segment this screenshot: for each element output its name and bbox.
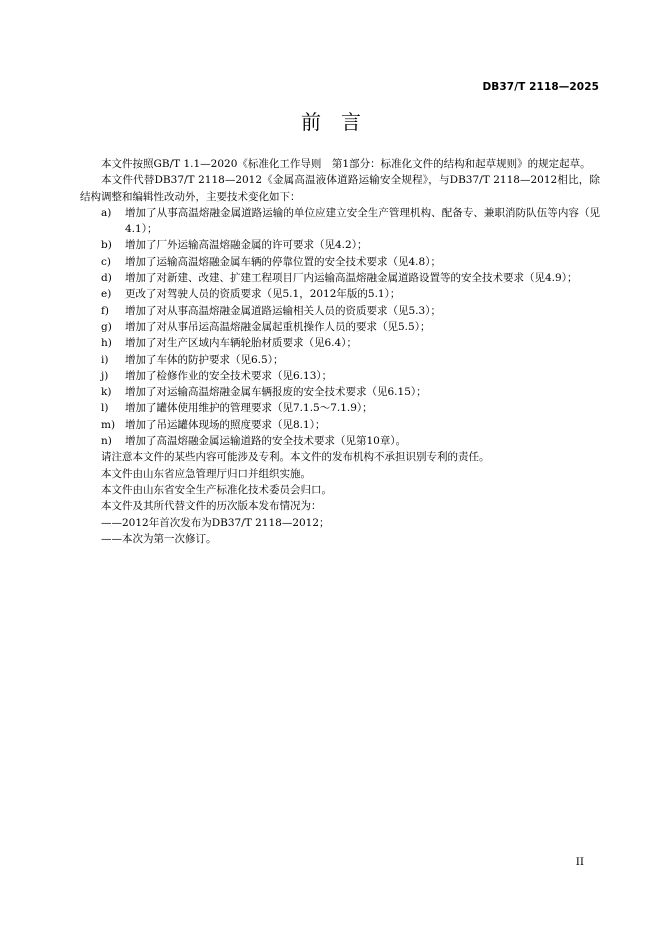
page-title: 前 言: [301, 110, 361, 134]
list-item: [80, 433, 600, 449]
history-item: ——本次为第一次修订。: [101, 532, 217, 545]
list-item: [80, 417, 600, 433]
list-item-text: 增加了检修作业的安全技术要求（见6.13）；: [125, 369, 333, 382]
list-item-text: 增加了对生产区域内车辆轮胎材质要求（见6.4）；: [125, 337, 357, 350]
list-item: [80, 384, 600, 400]
list-item: [80, 400, 600, 416]
patent-notice: 请注意本文件的某些内容可能涉及专利。本文件的发布机构不承担识别专利的责任。: [101, 451, 490, 464]
list-item: [80, 237, 600, 253]
list-marker: g): [101, 320, 112, 333]
version-history: [80, 515, 600, 548]
changes-list: [80, 205, 600, 449]
list-marker: k): [101, 386, 112, 399]
list-item-text: 增加了罐体使用维护的管理要求（见7.1.5～7.1.9）；: [125, 402, 373, 415]
list-item: [80, 368, 600, 384]
list-item: [80, 205, 600, 238]
list-marker: n): [101, 435, 112, 448]
list-item-text: 增加了车体的防护要求（见6.5）；: [125, 353, 284, 366]
list-item-text: 增加了从事高温熔融金属道路运输的单位应建立安全生产管理机构、配备专、兼职消防队伍等内容（见4.1）；: [125, 206, 600, 236]
list-marker: e): [101, 288, 112, 301]
page-number: II: [575, 856, 584, 868]
list-marker: c): [101, 255, 111, 268]
list-item-text: 增加了对运输高温熔融金属车辆报废的安全技术要求（见6.15）；: [125, 386, 427, 399]
list-item-text: 增加了高温熔融金属运输道路的安全技术要求（见第10章）。: [125, 435, 407, 448]
list-item: [80, 352, 600, 368]
list-item-text: 增加了厂外运输高温熔融金属的许可要求（见4.2）；: [125, 239, 368, 252]
list-marker: l): [101, 402, 109, 415]
list-marker: m): [101, 418, 116, 431]
list-marker: b): [101, 239, 112, 252]
list-item: [80, 254, 600, 270]
list-item-text: 更改了对驾驶人员的资质要求（见5.1，2012年版的5.1）；: [125, 288, 401, 301]
list-item: [80, 270, 600, 286]
list-marker: h): [101, 337, 112, 350]
list-item: [80, 286, 600, 302]
list-item: [80, 335, 600, 351]
list-marker: j): [101, 369, 109, 382]
list-marker: f): [101, 304, 109, 317]
list-marker: d): [101, 272, 112, 285]
list-item-text: 增加了对新建、改建、扩建工程项目厂内运输高温熔融金属道路设置等的安全技术要求（见4.9）；: [125, 272, 578, 285]
list-item: [80, 319, 600, 335]
committee-statement: 本文件由山东省安全生产标准化技术委员会归口。: [101, 483, 332, 496]
intro-paragraph-2: 本文件代替DB37/T 2118—2012《金属高温液体道路运输安全规程》，与DB37/T 2118—2012相比，除结构调整和编辑性改动外，主要技术变化如下：: [80, 174, 600, 203]
proposer-statement: 本文件由山东省应急管理厅归口并组织实施。: [101, 467, 311, 480]
list-item-text: 增加了运输高温熔融金属车辆的停靠位置的安全技术要求（见4.8）；: [125, 255, 441, 268]
intro-paragraph-1: 本文件按照GB/T 1.1—2020《标准化工作导则 第1部分：标准化文件的结构和起草规则》的规定起草。: [101, 158, 591, 170]
document-code: DB37/T 2118—2025: [482, 81, 599, 93]
list-item-text: 增加了对从事高温熔融金属道路运输相关人员的资质要求（见5.3）；: [125, 304, 441, 317]
list-item-text: 增加了对从事吊运高温熔融金属起重机操作人员的要求（见5.5）；: [125, 320, 431, 333]
list-marker: a): [101, 206, 112, 219]
foreword-body: [80, 156, 600, 547]
list-marker: i): [101, 353, 109, 366]
history-item: ——2012年首次发布为DB37/T 2118—2012；: [101, 516, 330, 529]
list-item-text: 增加了吊运罐体现场的照度要求（见8.1）；: [125, 418, 326, 431]
list-item: [80, 303, 600, 319]
history-intro: 本文件及其所代替文件的历次版本发布情况为：: [101, 500, 322, 513]
